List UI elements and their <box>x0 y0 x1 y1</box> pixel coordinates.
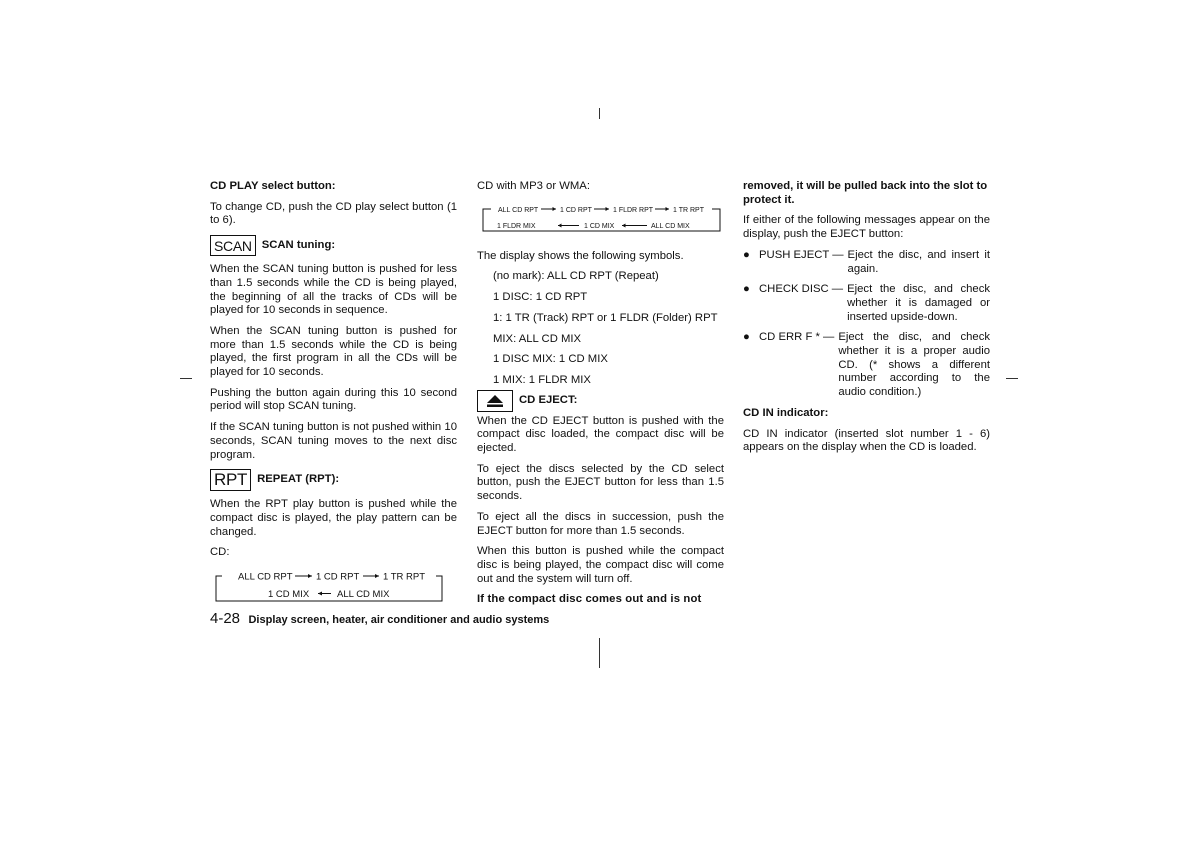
section-title: Display screen, heater, air conditioner and audio systems <box>248 614 550 626</box>
scan-paragraph-3: Pushing the button again during this 10 second period will stop SCAN tuning. <box>210 386 457 413</box>
cd-diag-1-cd-rpt: 1 CD RPT <box>316 571 360 583</box>
column-middle <box>477 180 724 614</box>
scan-heading: SCAN tuning: <box>261 238 336 251</box>
eject-paragraph-4: When this button is pushed while the compact disc is being played, the compact disc will come out and the system will turn off. <box>477 545 724 585</box>
top-center-tick <box>599 108 600 119</box>
mp3-diag-1-cd-rpt: 1 CD RPT <box>560 206 592 214</box>
cd-in-text: CD IN indicator (inserted slot number 1 - 6) appears on the display when the CD is loaded. <box>743 427 990 454</box>
eject-heading: CD EJECT: <box>519 393 578 406</box>
symbol-item: 1 DISC: 1 CD RPT <box>493 291 588 304</box>
symbols-intro: The display shows the following symbols. <box>477 249 684 262</box>
mp3-label: CD with MP3 or WMA: <box>477 180 590 192</box>
eject-icon <box>486 394 504 408</box>
cd-diag-all-cd-rpt: ALL CD RPT <box>238 571 293 583</box>
symbol-item: 1 DISC MIX: 1 CD MIX <box>493 353 608 366</box>
mp3-diag-1-fldr-mix: 1 FLDR MIX <box>497 222 536 230</box>
messages-intro: If either of the following messages appear on the display, push the EJECT button: <box>743 214 990 241</box>
column-left <box>210 180 457 610</box>
mp3-repeat-diagram <box>477 201 722 241</box>
mp3-diag-1-tr-rpt: 1 TR RPT <box>673 206 704 214</box>
symbol-item: (no mark): ALL CD RPT (Repeat) <box>493 270 659 283</box>
eject-paragraph-2: To eject the discs selected by the CD select button, push the EJECT button for less than 1.5 seconds. <box>477 462 724 503</box>
message-item <box>743 249 990 276</box>
mp3-diag-all-cd-mix: ALL CD MIX <box>651 222 690 230</box>
eject-button-icon <box>477 390 513 412</box>
left-margin-dash <box>180 378 192 379</box>
eject-paragraph-3: To eject all the discs in succession, push the EJECT button for more than 1.5 seconds. <box>477 510 724 537</box>
scan-heading-row <box>210 235 457 256</box>
message-item <box>743 331 990 400</box>
bullet-icon: ● <box>743 248 750 261</box>
bottom-center-line <box>599 638 600 668</box>
rpt-heading-row <box>210 469 457 491</box>
cd-label: CD: <box>210 546 230 559</box>
column-right <box>743 180 990 462</box>
rpt-button-icon: RPT <box>210 469 251 491</box>
symbol-item: 1: 1 TR (Track) RPT or 1 FLDR (Folder) RPT <box>493 311 718 324</box>
cd-play-text: To change CD, push the CD play select button (1 to 6). <box>210 200 457 227</box>
cd-play-heading: CD PLAY select button: <box>210 180 336 192</box>
mp3-diag-1-cd-mix: 1 CD MIX <box>584 222 615 230</box>
message-term: CD ERR F * — <box>759 331 835 344</box>
page-footer <box>210 610 549 628</box>
mp3-diag-all-cd-rpt: ALL CD RPT <box>498 206 539 214</box>
bullet-icon: ● <box>743 331 750 344</box>
symbols-list <box>477 270 724 387</box>
eject-paragraph-1: When the CD EJECT button is pushed with the compact disc loaded, the compact disc will be ejected. <box>477 414 724 455</box>
scan-paragraph-4: If the SCAN tuning button is not pushed within 10 seconds, SCAN tuning moves to the next disc program. <box>210 421 457 461</box>
scan-button-icon: SCAN <box>210 235 256 256</box>
message-desc: Eject the disc, and insert it again. <box>847 248 990 275</box>
scan-paragraph-2: When the SCAN tuning button is pushed for more than 1.5 seconds while the CD is being played, the first program in all the CDs will be played for 10 seconds. <box>210 324 457 379</box>
message-term: PUSH EJECT — <box>759 248 844 261</box>
symbol-item: MIX: ALL CD MIX <box>493 332 582 345</box>
page-number: 4-28 <box>210 610 241 627</box>
cd-in-heading: CD IN indicator: <box>743 406 829 419</box>
cd-repeat-diagram <box>210 570 455 610</box>
message-item <box>743 283 990 324</box>
symbol-item: 1 MIX: 1 FLDR MIX <box>493 373 591 386</box>
eject-warning-end: removed, it will be pulled back into the slot to protect it. <box>743 180 988 206</box>
bullet-icon: ● <box>743 283 750 296</box>
cd-diag-1-tr-rpt: 1 TR RPT <box>383 571 426 583</box>
message-term: CHECK DISC — <box>759 283 844 296</box>
scan-paragraph-1: When the SCAN tuning button is pushed for less than 1.5 seconds while the CD is being played, the beginning of all the tracks of CDs will be played for 10 seconds in sequence. <box>210 263 457 317</box>
message-desc: Eject the disc, and check whether it is a proper audio CD. (* shows a different number according to the audio condition.) <box>838 331 990 399</box>
cd-diag-all-cd-mix: ALL CD MIX <box>337 589 390 601</box>
rpt-heading: REPEAT (RPT): <box>257 473 340 486</box>
message-desc: Eject the disc, and check whether it is damaged or inserted upside-down. <box>847 283 990 323</box>
mp3-diag-1-fldr-rpt: 1 FLDR RPT <box>613 206 654 214</box>
rpt-paragraph-1: When the RPT play button is pushed while the compact disc is played, the play pattern can be changed. <box>210 498 457 538</box>
right-margin-dash <box>1006 378 1018 379</box>
eject-heading-row <box>477 390 724 412</box>
eject-warning-start: If the compact disc comes out and is not <box>477 593 702 606</box>
cd-diag-1-cd-mix: 1 CD MIX <box>268 589 310 601</box>
